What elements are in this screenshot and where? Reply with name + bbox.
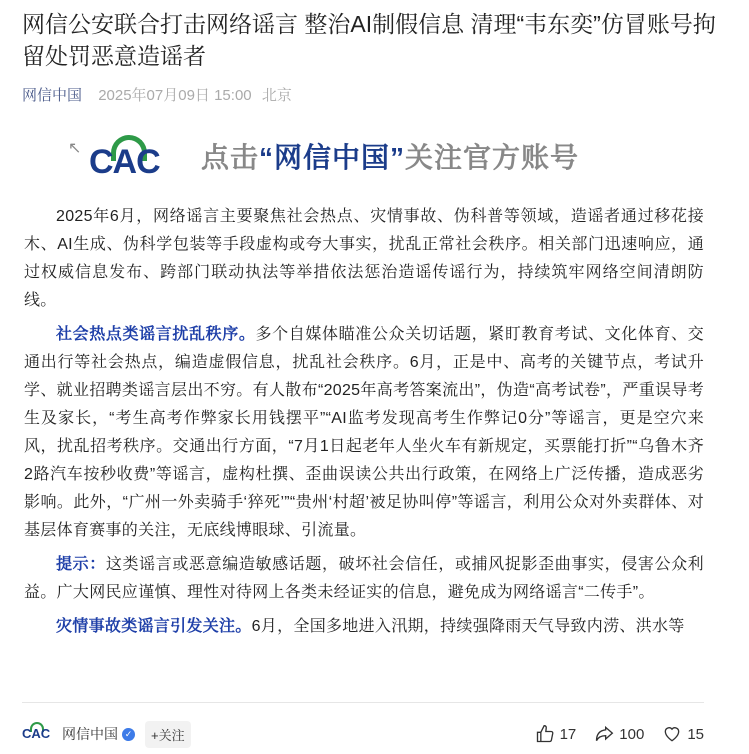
share-count: 100 xyxy=(619,725,645,743)
location: 北京 xyxy=(261,87,292,104)
publish-datetime: 2025年07月09日 15:00 xyxy=(98,87,252,104)
paragraph: 2025年6月，网络谣言主要聚焦社会热点、灾情事故、伪科普等领域，造谣者通过移花接木、AI生成、伪科学包装等手段虚构或夸大事实，扰乱正常社会秩序。相关部门迅速响应，通过权威信息发布、跨部门联动执法等举措依法惩治造谣传谣行为，持续筑牢网络空间清朗防线。 xyxy=(24,208,704,309)
heart-icon xyxy=(662,724,682,744)
share-button[interactable] xyxy=(594,724,644,744)
divider xyxy=(22,702,704,703)
banner-text: 点击“网信中国”关注官方账号 xyxy=(201,142,580,173)
cac-logo: CAC xyxy=(89,133,179,179)
paragraph: 提示：这类谣言或恶意编造敏感话题，破坏社会信任，或捕风捉影歪曲事实，侵害公众利益。广大网民应谨慎、理性对待网上各类未经证实的信息，避免成为网络谣言“二传手”。 xyxy=(24,556,704,601)
follow-button[interactable]: +关注 xyxy=(145,721,191,748)
article-body xyxy=(24,203,704,647)
like-button[interactable] xyxy=(535,724,577,744)
account-avatar[interactable]: CAC xyxy=(22,720,54,748)
thumbs-up-icon xyxy=(535,724,555,744)
like-count: 17 xyxy=(559,725,577,743)
bottom-bar xyxy=(22,718,704,750)
paragraph: 灾情事故类谣言引发关注。6月，全国多地进入汛期，持续强降雨天气导致内涝、洪水等 xyxy=(56,618,685,635)
paragraph: 社会热点类谣言扰乱秩序。多个自媒体瞄准公众关切话题，紧盯教育考试、文化体育、交通出行等社会热点，编造虚假信息，扰乱社会秩序。6月，正是中、高考的关键节点，考试升学、就业招聘类谣言层出不穷。有人散布“2025年高考答案流出”，伪造“高考试卷”，严重误导考生及家长，“考生高考作弊家长用钱摆平”“AI监考发现高考生作弊记0分”等谣言，更是空穴来风，扰乱招考秩序。交通出行方面，“7月1日起老年人坐火车有新规定，买票能打折”“乌鲁木齐2路汽车按秒收费”等谣言，虚构杜撰、歪曲误读公共出行政策，在网络上广泛传播，造成恶劣影响。此外，“广州一外卖骑手‘猝死’”“贵州‘村超’被足协叫停”等谣言，利用公众对外卖群体、对基层体育赛事的关注，无底线博眼球、引流量。 xyxy=(24,326,704,539)
source-link[interactable]: 网信中国 xyxy=(22,87,83,104)
favorite-count: 15 xyxy=(687,725,704,743)
share-icon xyxy=(594,724,614,744)
mouse-cursor-icon: ↖ xyxy=(68,140,82,157)
article-meta xyxy=(22,84,298,105)
follow-banner[interactable] xyxy=(65,133,685,179)
verified-icon: ✓ xyxy=(122,728,135,741)
favorite-button[interactable] xyxy=(662,724,704,744)
article-title: 网信公安联合打击网络谣言 整治AI制假信息 清理“韦东奕”仿冒账号拘留处罚恶意造谣者 xyxy=(22,11,716,69)
account-name[interactable]: 网信中国 xyxy=(62,726,118,742)
